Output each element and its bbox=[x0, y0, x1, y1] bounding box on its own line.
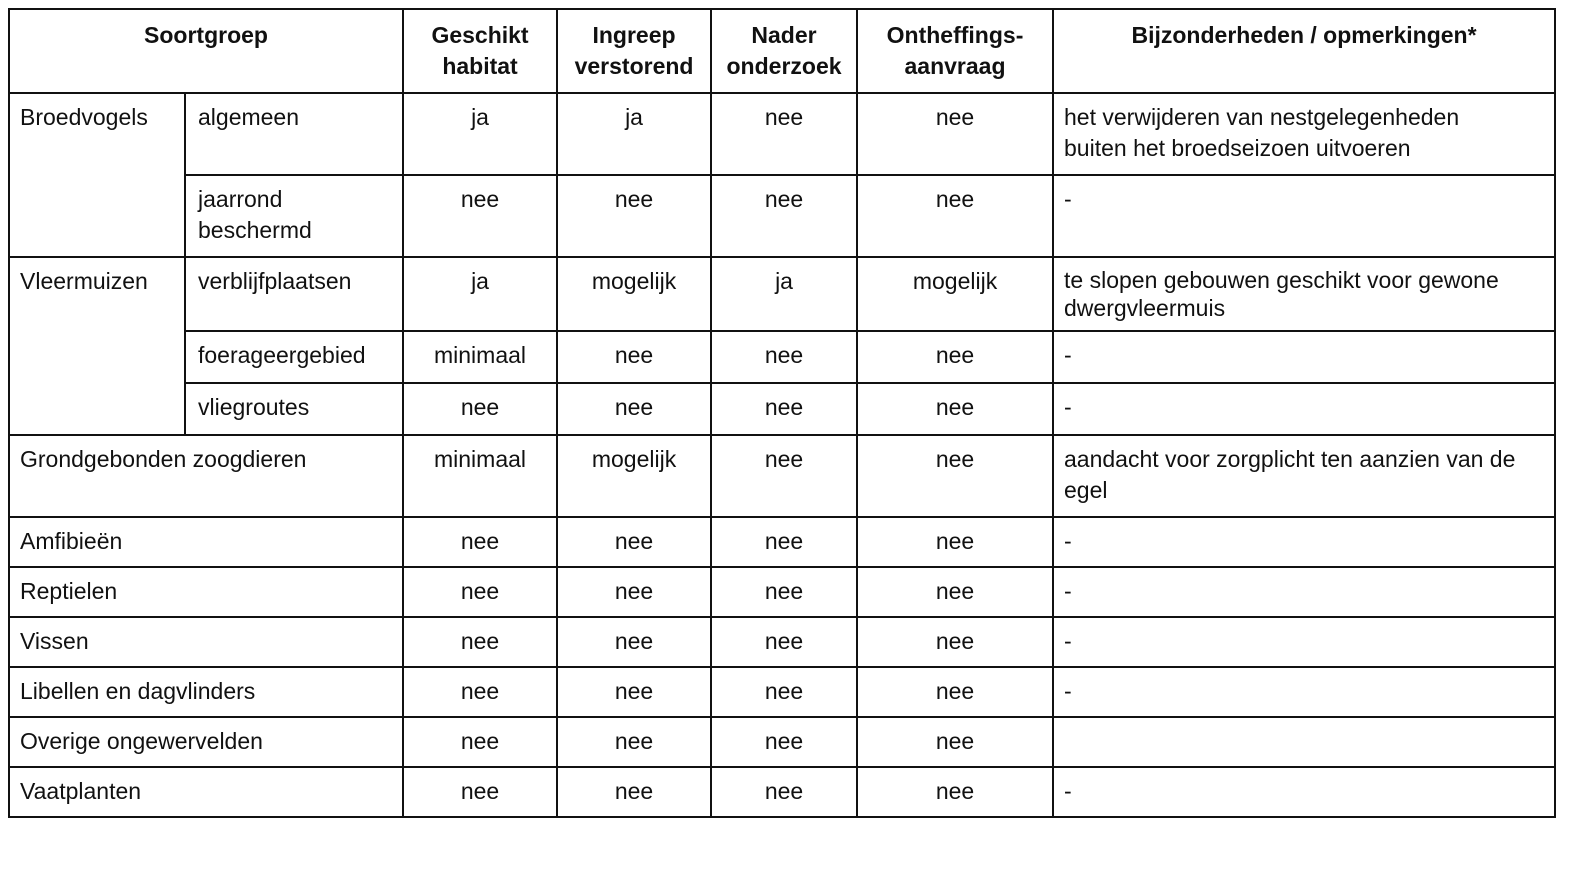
ingreep-cell: nee bbox=[557, 383, 711, 435]
ingreep-cell: nee bbox=[557, 331, 711, 383]
opmerking-cell: - bbox=[1053, 567, 1555, 617]
habitat-cell: nee bbox=[403, 175, 557, 257]
group-cell-grondgebonden-zoogdieren: Grondgebonden zoogdieren bbox=[9, 435, 403, 517]
ingreep-cell: nee bbox=[557, 667, 711, 717]
ingreep-cell: ja bbox=[557, 93, 711, 175]
table-row bbox=[9, 257, 1555, 331]
onderzoek-cell: ja bbox=[711, 257, 857, 331]
onderzoek-cell: nee bbox=[711, 567, 857, 617]
subgroup-cell: verblijfplaatsen bbox=[185, 257, 403, 331]
subgroup-cell: jaarrond beschermd bbox=[185, 175, 403, 257]
table-row bbox=[9, 767, 1555, 817]
onderzoek-cell: nee bbox=[711, 517, 857, 567]
ontheffing-cell: nee bbox=[857, 667, 1053, 717]
header-geschikt-habitat: Geschikt habitat bbox=[403, 9, 557, 93]
opmerking-cell bbox=[1053, 717, 1555, 767]
habitat-cell: nee bbox=[403, 717, 557, 767]
opmerking-cell: - bbox=[1053, 667, 1555, 717]
group-cell-amfibieen: Amfibieën bbox=[9, 517, 403, 567]
ontheffing-cell: nee bbox=[857, 567, 1053, 617]
ontheffing-cell: nee bbox=[857, 383, 1053, 435]
group-cell-vaatplanten: Vaatplanten bbox=[9, 767, 403, 817]
table-row bbox=[9, 93, 1555, 175]
habitat-cell: ja bbox=[403, 257, 557, 331]
ontheffing-cell: mogelijk bbox=[857, 257, 1053, 331]
opmerking-cell: - bbox=[1053, 767, 1555, 817]
opmerking-cell: - bbox=[1053, 331, 1555, 383]
ontheffing-cell: nee bbox=[857, 517, 1053, 567]
opmerking-cell: aandacht voor zorgplicht ten aanzien van de egel bbox=[1053, 435, 1555, 517]
ontheffing-cell: nee bbox=[857, 617, 1053, 667]
header-soortgroep: Soortgroep bbox=[9, 9, 403, 93]
table-row bbox=[9, 435, 1555, 517]
habitat-cell: minimaal bbox=[403, 331, 557, 383]
ingreep-cell: mogelijk bbox=[557, 435, 711, 517]
opmerking-cell: - bbox=[1053, 517, 1555, 567]
subgroup-cell: vliegroutes bbox=[185, 383, 403, 435]
table-row bbox=[9, 331, 1555, 383]
habitat-cell: nee bbox=[403, 667, 557, 717]
ingreep-cell: nee bbox=[557, 617, 711, 667]
table-row bbox=[9, 383, 1555, 435]
onderzoek-cell: nee bbox=[711, 617, 857, 667]
group-cell-broedvogels: Broedvogels bbox=[9, 93, 185, 257]
opmerking-cell: het verwijderen van nestgelegenheden buiten het broedseizoen uitvoeren bbox=[1053, 93, 1555, 175]
onderzoek-cell: nee bbox=[711, 383, 857, 435]
onderzoek-cell: nee bbox=[711, 331, 857, 383]
header-nader-onderzoek: Nader onderzoek bbox=[711, 9, 857, 93]
onderzoek-cell: nee bbox=[711, 93, 857, 175]
ingreep-cell: nee bbox=[557, 517, 711, 567]
table-header-row bbox=[9, 9, 1555, 93]
onderzoek-cell: nee bbox=[711, 767, 857, 817]
header-ingreep-verstorend: Ingreep verstorend bbox=[557, 9, 711, 93]
habitat-cell: nee bbox=[403, 567, 557, 617]
ontheffing-cell: nee bbox=[857, 175, 1053, 257]
species-assessment-table bbox=[8, 8, 1556, 818]
habitat-cell: nee bbox=[403, 617, 557, 667]
opmerking-cell: - bbox=[1053, 175, 1555, 257]
ontheffing-cell: nee bbox=[857, 717, 1053, 767]
subgroup-cell: algemeen bbox=[185, 93, 403, 175]
group-cell-reptielen: Reptielen bbox=[9, 567, 403, 617]
habitat-cell: nee bbox=[403, 383, 557, 435]
ingreep-cell: nee bbox=[557, 767, 711, 817]
ingreep-cell: nee bbox=[557, 567, 711, 617]
table-row bbox=[9, 567, 1555, 617]
table-row bbox=[9, 667, 1555, 717]
group-cell-vleermuizen: Vleermuizen bbox=[9, 257, 185, 435]
ingreep-cell: nee bbox=[557, 717, 711, 767]
table-row bbox=[9, 717, 1555, 767]
table-row bbox=[9, 517, 1555, 567]
onderzoek-cell: nee bbox=[711, 717, 857, 767]
header-ontheffingsaanvraag: Ontheffings- aanvraag bbox=[857, 9, 1053, 93]
ontheffing-cell: nee bbox=[857, 93, 1053, 175]
species-table-wrapper bbox=[8, 8, 1556, 818]
opmerking-cell: - bbox=[1053, 383, 1555, 435]
group-cell-libellen-en-dagvlinders: Libellen en dagvlinders bbox=[9, 667, 403, 717]
habitat-cell: nee bbox=[403, 767, 557, 817]
onderzoek-cell: nee bbox=[711, 667, 857, 717]
group-cell-overige-ongewervelden: Overige ongewervelden bbox=[9, 717, 403, 767]
group-cell-vissen: Vissen bbox=[9, 617, 403, 667]
ontheffing-cell: nee bbox=[857, 331, 1053, 383]
ingreep-cell: nee bbox=[557, 175, 711, 257]
ontheffing-cell: nee bbox=[857, 767, 1053, 817]
ingreep-cell: mogelijk bbox=[557, 257, 711, 331]
table-row bbox=[9, 175, 1555, 257]
header-bijzonderheden: Bijzonderheden / opmerkingen* bbox=[1053, 9, 1555, 93]
habitat-cell: nee bbox=[403, 517, 557, 567]
habitat-cell: minimaal bbox=[403, 435, 557, 517]
opmerking-cell: - bbox=[1053, 617, 1555, 667]
ontheffing-cell: nee bbox=[857, 435, 1053, 517]
table-row bbox=[9, 617, 1555, 667]
onderzoek-cell: nee bbox=[711, 175, 857, 257]
opmerking-cell: te slopen gebouwen geschikt voor gewone dwergvleermuis bbox=[1053, 257, 1555, 331]
onderzoek-cell: nee bbox=[711, 435, 857, 517]
subgroup-cell: foerageergebied bbox=[185, 331, 403, 383]
habitat-cell: ja bbox=[403, 93, 557, 175]
